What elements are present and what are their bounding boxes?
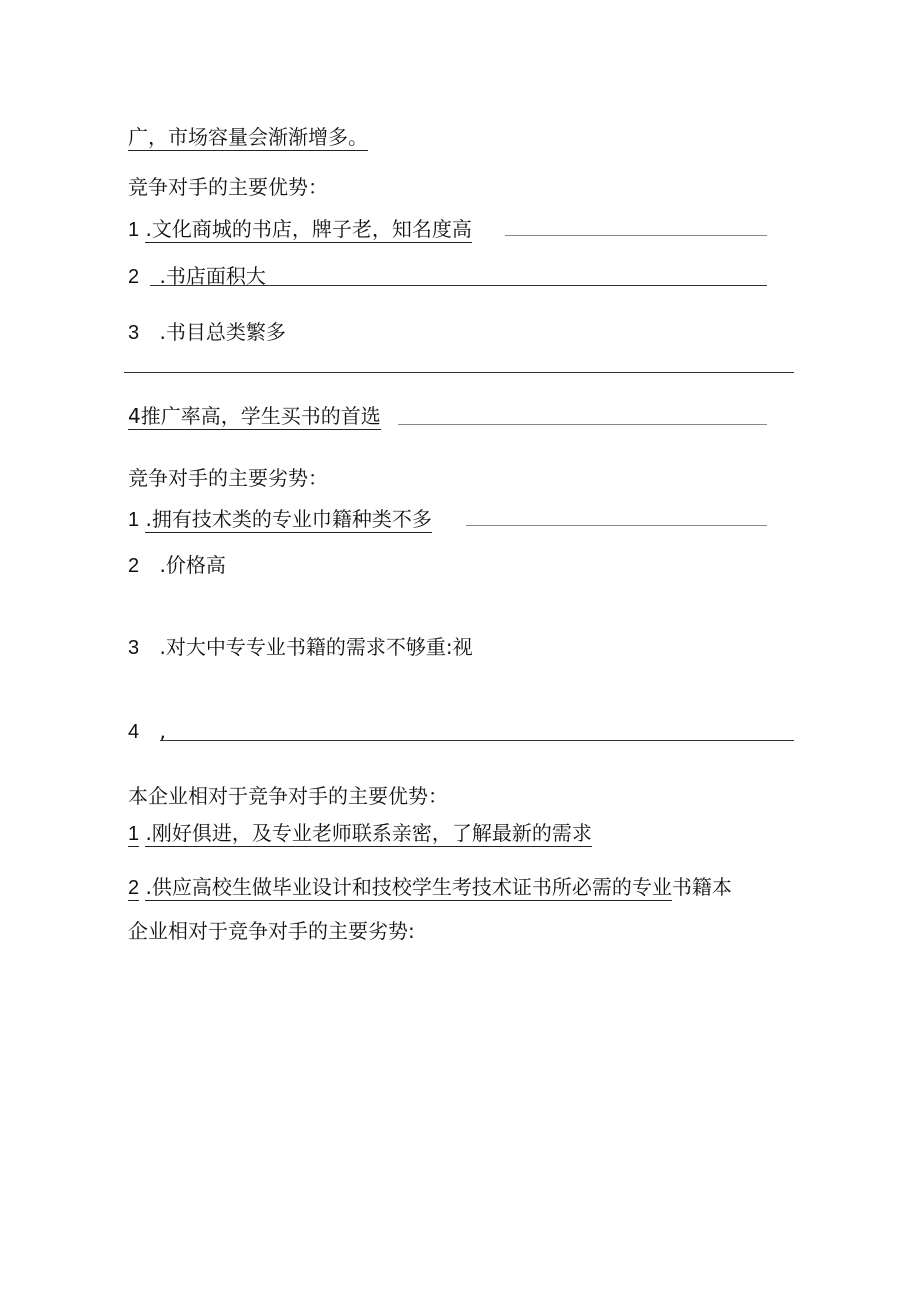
item-number: 2: [128, 555, 140, 577]
item-text: .价格高: [159, 553, 226, 577]
own-disadvantages-heading: 企业相对于竞争对手的主要劣势:: [128, 919, 415, 943]
separator-line: [124, 372, 794, 373]
item-number: 4: [128, 721, 140, 743]
competitor-advantage-4: [128, 403, 381, 429]
item-text-underlined: .供应高校生做毕业设计和技校学生考技术证书所必需的专业: [145, 875, 672, 899]
item-text: .书店面积大: [159, 264, 266, 288]
own-advantage-1: [128, 820, 592, 847]
item-text: .书目总类繁多: [159, 320, 286, 344]
fill-line: [398, 424, 767, 425]
item-number: 2: [128, 266, 140, 288]
own-advantages-heading: 本企业相对于竞争对手的主要优势：: [128, 784, 448, 808]
competitor-disadvantage-2: [128, 552, 226, 579]
item-number: 3: [128, 637, 140, 659]
competitor-disadvantage-3: [128, 634, 473, 661]
item-text-continued: 书籍本: [671, 875, 732, 899]
own-advantage-2: [128, 874, 732, 901]
intro-line: [128, 124, 368, 150]
competitor-disadvantages-heading: 竞争对手的主要劣势：: [128, 466, 328, 490]
item-number: 1: [128, 509, 140, 531]
fill-line: [505, 235, 767, 236]
item-text: .文化商城的书店，牌子老，知名度高: [145, 217, 472, 241]
item-number: 3: [128, 322, 140, 344]
item-text: .拥有技术类的专业巾籍种类不多: [145, 507, 432, 531]
competitor-advantages-heading: 竞争对手的主要优势：: [128, 175, 328, 199]
fill-line: [466, 525, 767, 526]
intro-text: 广，市场容量会渐渐增多。: [128, 125, 368, 149]
item-text: 4推广率高，学生买书的首选: [128, 404, 381, 428]
item-text: .对大中专专业书籍的需求不够重:视: [159, 635, 473, 659]
item-number: 1: [128, 823, 140, 845]
item-number: 1: [128, 219, 140, 241]
fill-line: [160, 740, 794, 741]
competitor-advantage-3: [128, 319, 286, 346]
item-text: .刚好俱进，及专业老师联系亲密，了解最新的需求: [145, 821, 592, 845]
competitor-disadvantage-1: [128, 506, 432, 533]
item-number: 2: [128, 877, 140, 899]
item-text: ,: [159, 719, 166, 743]
competitor-advantage-1: [128, 216, 472, 243]
fill-line: [150, 285, 767, 286]
